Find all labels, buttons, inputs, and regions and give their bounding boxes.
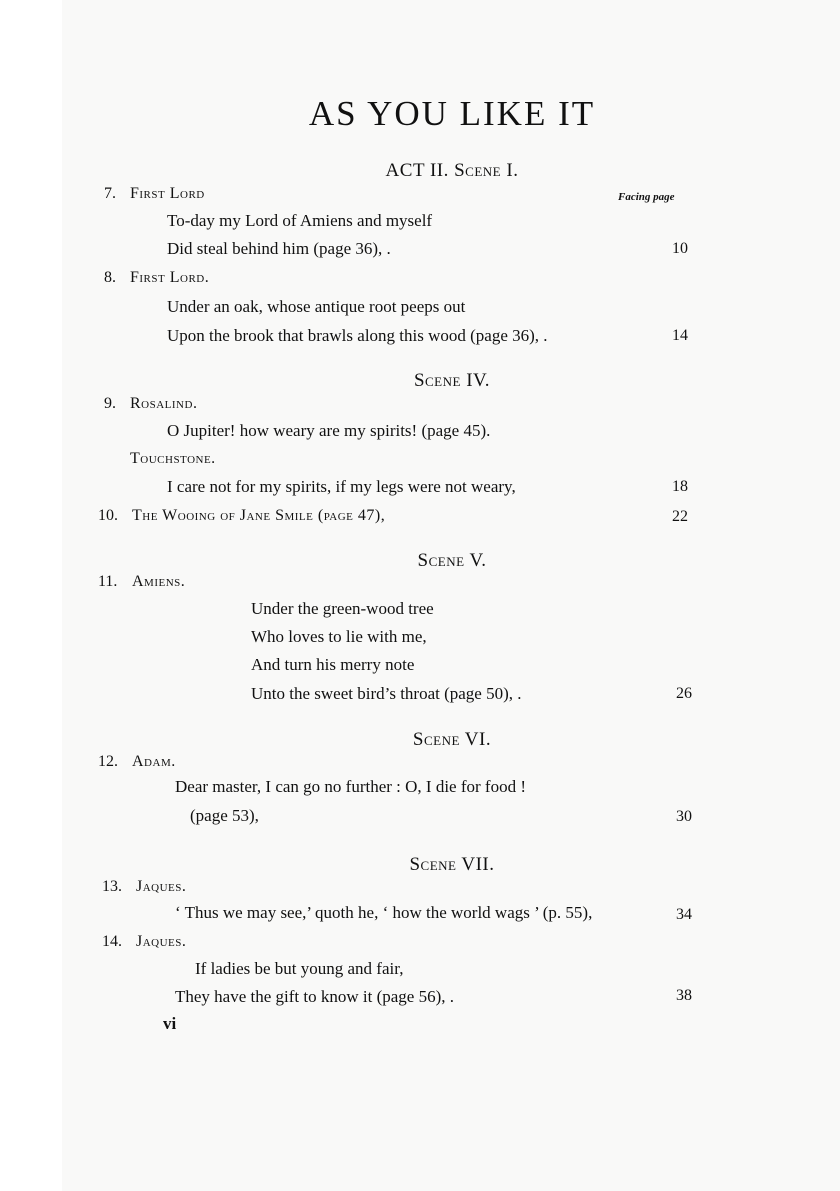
page-title: AS YOU LIKE IT — [308, 94, 596, 133]
speaker-name: Touchstone. — [130, 450, 216, 467]
quote-line: Who loves to lie with me, — [251, 627, 427, 646]
scene-heading-7: Scene VII. — [409, 854, 495, 875]
quote-line: I care not for my spirits, if my legs were not weary, — [167, 477, 516, 496]
speaker-name: Jaques. — [136, 878, 187, 895]
quote-line: (page 53), — [190, 806, 259, 825]
page-number: 14 — [672, 327, 688, 344]
speaker-name: Amiens. — [132, 573, 186, 590]
entry-number: 14. — [102, 933, 122, 950]
scene-heading-4: Scene IV. — [413, 370, 491, 391]
page-number: 38 — [676, 987, 692, 1004]
page-number: 18 — [672, 478, 688, 495]
page-number: 10 — [672, 240, 688, 257]
speaker-name: Adam. — [132, 753, 176, 770]
folio-number: vi — [163, 1014, 177, 1033]
quote-line: If ladies be but young and fair, — [195, 959, 404, 978]
quote-line: And turn his merry note — [251, 655, 415, 674]
quote-line: Upon the brook that brawls along this wood (page 36), . — [167, 326, 548, 345]
page-number: 30 — [676, 808, 692, 825]
facing-page-label: Facing page — [618, 191, 675, 203]
scene-heading-1: ACT II. Scene I. — [385, 160, 519, 181]
speaker-name: Jaques. — [136, 933, 187, 950]
page-number: 34 — [676, 906, 692, 923]
entry-number: 10. — [98, 507, 118, 524]
quote-line: Under the green-wood tree — [251, 599, 434, 618]
entry-number: 11. — [98, 573, 118, 590]
entry-number: 13. — [102, 878, 122, 895]
speaker-name: First Lord — [130, 185, 205, 202]
entry-number: 12. — [98, 753, 118, 770]
entry-number: 7. — [104, 185, 116, 202]
scene-heading-6: Scene VI. — [412, 729, 492, 750]
page — [62, 0, 840, 1191]
quote-line: Did steal behind him (page 36), . — [167, 239, 391, 258]
page-number: 22 — [672, 508, 688, 525]
speaker-name: Rosalind. — [130, 395, 198, 412]
quote-line: ‘ Thus we may see,’ quoth he, ‘ how the world wags ’ (p. 55), — [175, 903, 593, 922]
speaker-name: First Lord. — [130, 269, 210, 286]
entry-number: 9. — [104, 395, 116, 412]
quote-line: To-day my Lord of Amiens and myself — [167, 211, 433, 230]
quote-line: Under an oak, whose antique root peeps out — [167, 297, 466, 316]
entry-number: 8. — [104, 269, 116, 286]
quote-line: Dear master, I can go no further : O, I die for food ! — [175, 777, 526, 796]
scene-heading-5: Scene V. — [417, 550, 487, 571]
page-number: 26 — [676, 685, 692, 702]
entry-title: The Wooing of Jane Smile (page 47), — [132, 507, 386, 524]
quote-line: O Jupiter! how weary are my spirits! (page 45). — [167, 421, 491, 440]
quote-line: They have the gift to know it (page 56), . — [175, 987, 455, 1006]
quote-line: Unto the sweet bird’s throat (page 50), . — [251, 684, 522, 703]
